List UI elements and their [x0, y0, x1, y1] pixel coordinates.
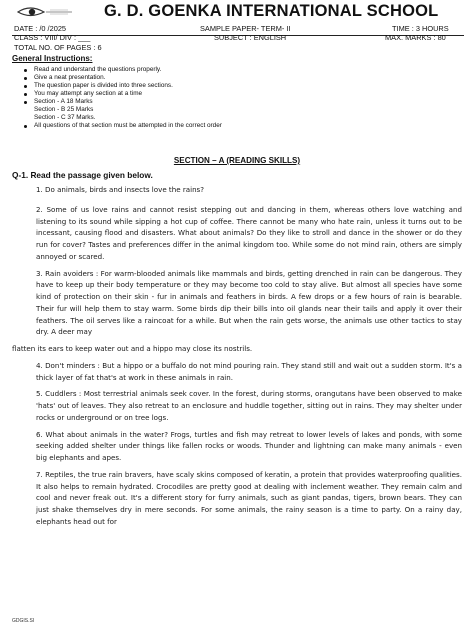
- passage-paragraph: 4. Don't minders : But a hippo or a buffalo do not mind pouring rain. They stand still and wait out a sudden storm. It's a thick layer of fat that's at work in these animals in rain.: [36, 360, 462, 382]
- passage-paragraph: 3. Rain avoiders : For warm-blooded animals like mammals and birds, getting drenched in rain can be dangerous. They have to keep up their body temperature or they may become too cold to stay alive. But almost all species have some kind of protection on their skin - fur in animals and feathers in birds. A few drops or a few hours of rain is bearable. Their fur will help them to stay warm. Some birds dip their bills into oil glands near their tails and apply it over their feathers. The oil serves like a raincoat for a while. But when the rain gets worse, the animals use other tactics to stay dry. A deer may: [36, 268, 462, 337]
- bullet-icon: [24, 77, 27, 80]
- total-pages-field: TOTAL NO. OF PAGES : 6: [14, 43, 102, 52]
- bullet-icon: [24, 125, 27, 128]
- instruction-item: You may attempt any section at a time: [22, 90, 452, 98]
- bullet-icon: [24, 69, 27, 72]
- bullet-icon: [24, 85, 27, 88]
- instruction-item: Section - A 18 Marks: [22, 98, 452, 106]
- passage-paragraph: flatten its ears to keep water out and a hippo may close its nostrils.: [12, 344, 253, 353]
- instruction-subitem: Section - C 37 Marks.: [34, 114, 96, 122]
- instruction-item: All questions of that section must be attempted in the correct order: [22, 122, 452, 130]
- max-marks-field: MAX. MARKS : 80: [385, 33, 446, 42]
- class-division-field: CLASS : VIII/ DIV : ___: [14, 33, 91, 42]
- paper-title: SAMPLE PAPER- TERM- II: [200, 24, 291, 33]
- passage-paragraph: 5. Cuddlers : Most terrestrial animals seek cover. In the forest, during storms, orangutans have been observed to make 'hats' out of leaves. They also retreat to an enclosure and huddle together, sitting out in rains. They may shelter under rocks or underground or on tree logs.: [36, 389, 462, 422]
- passage-paragraph: 2. Some of us love rains and cannot resist stepping out and dancing in them, whereas others love watching and listening to its sound while sipping a hot cup of coffee. There cannot be many who hate rain, unless it turns out to be incessant, causing flood and disasters. What about animals? Do they like to stroll and dance in the shower or do they run for cover? Tastes and preferences differ in the animal kingdom too. While some do not mind rain, others are simply annoyed or scared.: [36, 204, 462, 261]
- passage-paragraph: 1. Do animals, birds and insects love the rains?: [36, 185, 205, 194]
- instruction-item: The question paper is divided into three sections.: [22, 82, 452, 90]
- bullet-icon: [24, 101, 27, 104]
- instructions-title: General Instructions:: [12, 54, 93, 63]
- reading-passage: [12, 184, 462, 528]
- instructions-list: [22, 66, 452, 130]
- time-field: TIME : 3 HOURS: [392, 24, 449, 33]
- school-logo-icon: [16, 4, 74, 20]
- question-heading: Q-1. Read the passage given below.: [12, 170, 153, 180]
- date-field: DATE : /0 /2025: [14, 24, 67, 33]
- subject-field: SUBJECT : ENGLISH: [214, 33, 287, 42]
- passage-paragraph: 7. Reptiles, the true rain bravers, have scaly skins composed of keratin, a protein that provides waterproofing qualities. It also helps to remain hydrated. Crocodiles are pretty good at dealing with inclement weather. They remain calm and cool and never freak out. It's a different story for furry animals, such as giant pandas, tigers, brown bears. They can just shake themselves dry in mere seconds. For some animals, the rainy season is a time to party. On a rainy day, elephants head out for: [36, 469, 462, 526]
- section-title: SECTION – A (READING SKILLS): [173, 156, 301, 165]
- school-name: G. D. GOENKA INTERNATIONAL SCHOOL: [104, 2, 439, 20]
- instruction-item: Give a neat presentation.: [22, 74, 452, 82]
- passage-paragraph: 6. What about animals in the water? Frogs, turtles and fish may retreat to lower levels of lakes and ponds, with some seeking added shelter under things like fallen rocks or woods. Thunder and lightning can make many animals - even big elephants and apes.: [36, 429, 462, 462]
- bullet-icon: [24, 93, 27, 96]
- instruction-item: Read and understand the questions properly.: [22, 66, 452, 74]
- instruction-subitem: Section - B 25 Marks: [34, 106, 94, 114]
- page-footer: GDGIS.SI: [12, 618, 35, 624]
- school-header: [12, 2, 464, 22]
